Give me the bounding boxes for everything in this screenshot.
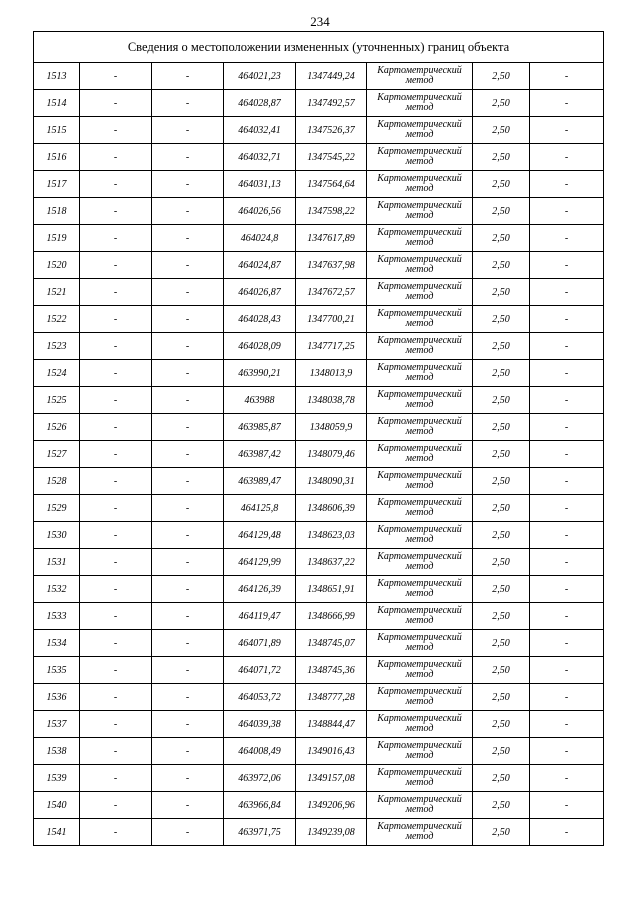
accuracy-cell: 2,50 [473,522,530,549]
new-x-cell: 464028,09 [224,333,296,360]
point-number-cell: 1537 [34,711,80,738]
accuracy-cell: 2,50 [473,441,530,468]
new-y-cell: 1349206,96 [296,792,367,819]
accuracy-cell: 2,50 [473,252,530,279]
accuracy-cell: 2,50 [473,90,530,117]
description-cell: - [530,252,604,279]
description-cell: - [530,549,604,576]
old-y-cell: - [152,603,224,630]
old-y-cell: - [152,279,224,306]
table-row [34,144,604,171]
table-row [34,630,604,657]
new-y-cell: 1349157,08 [296,765,367,792]
new-y-cell: 1347717,25 [296,333,367,360]
point-number-cell: 1515 [34,117,80,144]
accuracy-cell: 2,50 [473,360,530,387]
accuracy-cell: 2,50 [473,414,530,441]
point-number-cell: 1536 [34,684,80,711]
description-cell: - [530,765,604,792]
new-x-cell: 463972,06 [224,765,296,792]
method-cell: Картометрический метод [367,468,473,495]
description-cell: - [530,117,604,144]
old-x-cell: - [80,117,152,144]
table-row [34,306,604,333]
new-x-cell: 464039,38 [224,711,296,738]
table-row [34,441,604,468]
old-x-cell: - [80,792,152,819]
new-y-cell: 1348623,03 [296,522,367,549]
new-x-cell: 464129,48 [224,522,296,549]
point-number-cell: 1532 [34,576,80,603]
new-y-cell: 1349239,08 [296,819,367,846]
table-row [34,117,604,144]
point-number-cell: 1533 [34,603,80,630]
new-y-cell: 1347545,22 [296,144,367,171]
accuracy-cell: 2,50 [473,144,530,171]
old-y-cell: - [152,468,224,495]
page-number: 234 [310,14,330,29]
accuracy-cell: 2,50 [473,576,530,603]
table-row [34,333,604,360]
old-y-cell: - [152,549,224,576]
old-y-cell: - [152,306,224,333]
method-cell: Картометрический метод [367,603,473,630]
old-y-cell: - [152,171,224,198]
accuracy-cell: 2,50 [473,279,530,306]
old-y-cell: - [152,198,224,225]
old-y-cell: - [152,495,224,522]
new-x-cell: 463966,84 [224,792,296,819]
new-x-cell: 463985,87 [224,414,296,441]
accuracy-cell: 2,50 [473,117,530,144]
point-number-cell: 1523 [34,333,80,360]
point-number-cell: 1520 [34,252,80,279]
old-x-cell: - [80,819,152,846]
old-x-cell: - [80,495,152,522]
point-number-cell: 1531 [34,549,80,576]
old-x-cell: - [80,252,152,279]
method-cell: Картометрический метод [367,630,473,657]
accuracy-cell: 2,50 [473,657,530,684]
new-y-cell: 1348013,9 [296,360,367,387]
old-y-cell: - [152,63,224,90]
new-y-cell: 1347617,89 [296,225,367,252]
table-row [34,387,604,414]
point-number-cell: 1522 [34,306,80,333]
old-x-cell: - [80,576,152,603]
method-cell: Картометрический метод [367,117,473,144]
table-row [34,522,604,549]
old-x-cell: - [80,522,152,549]
table-row [34,90,604,117]
old-x-cell: - [80,603,152,630]
point-number-cell: 1540 [34,792,80,819]
description-cell: - [530,630,604,657]
new-x-cell: 463988 [224,387,296,414]
new-y-cell: 1347598,22 [296,198,367,225]
old-x-cell: - [80,657,152,684]
old-x-cell: - [80,90,152,117]
accuracy-cell: 2,50 [473,603,530,630]
old-x-cell: - [80,441,152,468]
description-cell: - [530,495,604,522]
point-number-cell: 1526 [34,414,80,441]
method-cell: Картометрический метод [367,657,473,684]
new-x-cell: 464026,87 [224,279,296,306]
table-row [34,360,604,387]
old-y-cell: - [152,333,224,360]
new-y-cell: 1347637,98 [296,252,367,279]
table-row [34,819,604,846]
new-x-cell: 464129,99 [224,549,296,576]
new-x-cell: 463989,47 [224,468,296,495]
new-x-cell: 464119,47 [224,603,296,630]
table-row [34,252,604,279]
point-number-cell: 1539 [34,765,80,792]
table-row [34,603,604,630]
description-cell: - [530,522,604,549]
new-x-cell: 464071,89 [224,630,296,657]
table-row [34,171,604,198]
table-row [34,549,604,576]
accuracy-cell: 2,50 [473,738,530,765]
old-y-cell: - [152,792,224,819]
method-cell: Картометрический метод [367,63,473,90]
method-cell: Картометрический метод [367,792,473,819]
old-y-cell: - [152,657,224,684]
method-cell: Картометрический метод [367,414,473,441]
new-y-cell: 1347564,64 [296,171,367,198]
old-y-cell: - [152,819,224,846]
description-cell: - [530,738,604,765]
old-y-cell: - [152,522,224,549]
old-y-cell: - [152,738,224,765]
old-x-cell: - [80,144,152,171]
point-number-cell: 1516 [34,144,80,171]
old-x-cell: - [80,468,152,495]
new-y-cell: 1347492,57 [296,90,367,117]
method-cell: Картометрический метод [367,765,473,792]
method-cell: Картометрический метод [367,738,473,765]
old-x-cell: - [80,630,152,657]
accuracy-cell: 2,50 [473,387,530,414]
description-cell: - [530,360,604,387]
new-x-cell: 464028,87 [224,90,296,117]
old-x-cell: - [80,549,152,576]
method-cell: Картометрический метод [367,360,473,387]
table-row [34,63,604,90]
table-row [34,792,604,819]
description-cell: - [530,387,604,414]
point-number-cell: 1529 [34,495,80,522]
table-row [34,657,604,684]
accuracy-cell: 2,50 [473,711,530,738]
method-cell: Картометрический метод [367,252,473,279]
method-cell: Картометрический метод [367,819,473,846]
table-row [34,765,604,792]
old-y-cell: - [152,117,224,144]
new-y-cell: 1347700,21 [296,306,367,333]
table-row [34,279,604,306]
new-y-cell: 1348844,47 [296,711,367,738]
new-y-cell: 1347672,57 [296,279,367,306]
new-y-cell: 1347449,24 [296,63,367,90]
old-y-cell: - [152,387,224,414]
old-y-cell: - [152,630,224,657]
point-number-cell: 1521 [34,279,80,306]
table-row [34,711,604,738]
new-x-cell: 463987,42 [224,441,296,468]
accuracy-cell: 2,50 [473,171,530,198]
point-number-cell: 1518 [34,198,80,225]
new-y-cell: 1347526,37 [296,117,367,144]
new-x-cell: 464032,71 [224,144,296,171]
method-cell: Картометрический метод [367,549,473,576]
table-row [34,198,604,225]
description-cell: - [530,684,604,711]
accuracy-cell: 2,50 [473,765,530,792]
old-y-cell: - [152,144,224,171]
point-number-cell: 1517 [34,171,80,198]
accuracy-cell: 2,50 [473,630,530,657]
method-cell: Картометрический метод [367,279,473,306]
table-row [34,225,604,252]
new-x-cell: 464024,87 [224,252,296,279]
new-y-cell: 1348745,07 [296,630,367,657]
old-x-cell: - [80,360,152,387]
new-x-cell: 463971,75 [224,819,296,846]
method-cell: Картометрический метод [367,711,473,738]
new-y-cell: 1349016,43 [296,738,367,765]
new-x-cell: 464024,8 [224,225,296,252]
table-row [34,414,604,441]
old-y-cell: - [152,360,224,387]
point-number-cell: 1535 [34,657,80,684]
description-cell: - [530,333,604,360]
description-cell: - [530,198,604,225]
old-x-cell: - [80,225,152,252]
old-y-cell: - [152,252,224,279]
old-x-cell: - [80,765,152,792]
method-cell: Картометрический метод [367,306,473,333]
table-row [34,468,604,495]
table-title: Сведения о местоположении измененных (уточненных) границ объекта [34,32,604,63]
new-y-cell: 1348777,28 [296,684,367,711]
description-cell: - [530,414,604,441]
table-row [34,738,604,765]
new-x-cell: 464028,43 [224,306,296,333]
description-cell: - [530,603,604,630]
accuracy-cell: 2,50 [473,792,530,819]
new-x-cell: 464126,39 [224,576,296,603]
new-y-cell: 1348637,22 [296,549,367,576]
table-row [34,576,604,603]
description-cell: - [530,90,604,117]
accuracy-cell: 2,50 [473,306,530,333]
old-x-cell: - [80,684,152,711]
point-number-cell: 1528 [34,468,80,495]
boundary-coordinates-table [33,31,604,846]
old-x-cell: - [80,198,152,225]
old-x-cell: - [80,387,152,414]
new-y-cell: 1348651,91 [296,576,367,603]
old-y-cell: - [152,684,224,711]
description-cell: - [530,171,604,198]
point-number-cell: 1541 [34,819,80,846]
accuracy-cell: 2,50 [473,333,530,360]
table-row [34,495,604,522]
accuracy-cell: 2,50 [473,819,530,846]
description-cell: - [530,441,604,468]
point-number-cell: 1519 [34,225,80,252]
method-cell: Картометрический метод [367,144,473,171]
description-cell: - [530,819,604,846]
old-y-cell: - [152,576,224,603]
new-x-cell: 464008,49 [224,738,296,765]
table-title-row [34,32,604,63]
old-y-cell: - [152,711,224,738]
description-cell: - [530,144,604,171]
description-cell: - [530,63,604,90]
old-y-cell: - [152,414,224,441]
new-x-cell: 464031,13 [224,171,296,198]
accuracy-cell: 2,50 [473,225,530,252]
old-x-cell: - [80,171,152,198]
new-y-cell: 1348079,46 [296,441,367,468]
point-number-cell: 1534 [34,630,80,657]
accuracy-cell: 2,50 [473,198,530,225]
point-number-cell: 1525 [34,387,80,414]
accuracy-cell: 2,50 [473,63,530,90]
new-x-cell: 464032,41 [224,117,296,144]
method-cell: Картометрический метод [367,198,473,225]
table-row [34,684,604,711]
old-x-cell: - [80,414,152,441]
point-number-cell: 1524 [34,360,80,387]
old-y-cell: - [152,225,224,252]
old-y-cell: - [152,765,224,792]
old-x-cell: - [80,306,152,333]
new-y-cell: 1348666,99 [296,603,367,630]
new-x-cell: 464071,72 [224,657,296,684]
new-y-cell: 1348038,78 [296,387,367,414]
old-x-cell: - [80,738,152,765]
description-cell: - [530,657,604,684]
point-number-cell: 1527 [34,441,80,468]
new-x-cell: 463990,21 [224,360,296,387]
new-y-cell: 1348745,36 [296,657,367,684]
method-cell: Картометрический метод [367,225,473,252]
new-y-cell: 1348090,31 [296,468,367,495]
point-number-cell: 1514 [34,90,80,117]
accuracy-cell: 2,50 [473,549,530,576]
new-y-cell: 1348059,9 [296,414,367,441]
method-cell: Картометрический метод [367,684,473,711]
old-x-cell: - [80,711,152,738]
accuracy-cell: 2,50 [473,495,530,522]
point-number-cell: 1513 [34,63,80,90]
description-cell: - [530,576,604,603]
old-x-cell: - [80,63,152,90]
method-cell: Картометрический метод [367,171,473,198]
description-cell: - [530,711,604,738]
old-y-cell: - [152,441,224,468]
old-x-cell: - [80,279,152,306]
description-cell: - [530,225,604,252]
description-cell: - [530,279,604,306]
method-cell: Картометрический метод [367,495,473,522]
method-cell: Картометрический метод [367,387,473,414]
method-cell: Картометрический метод [367,441,473,468]
new-x-cell: 464125,8 [224,495,296,522]
method-cell: Картометрический метод [367,576,473,603]
method-cell: Картометрический метод [367,90,473,117]
accuracy-cell: 2,50 [473,468,530,495]
method-cell: Картометрический метод [367,522,473,549]
old-y-cell: - [152,90,224,117]
description-cell: - [530,468,604,495]
method-cell: Картометрический метод [367,333,473,360]
point-number-cell: 1538 [34,738,80,765]
accuracy-cell: 2,50 [473,684,530,711]
description-cell: - [530,792,604,819]
new-x-cell: 464026,56 [224,198,296,225]
description-cell: - [530,306,604,333]
new-x-cell: 464053,72 [224,684,296,711]
old-x-cell: - [80,333,152,360]
new-y-cell: 1348606,39 [296,495,367,522]
point-number-cell: 1530 [34,522,80,549]
new-x-cell: 464021,23 [224,63,296,90]
